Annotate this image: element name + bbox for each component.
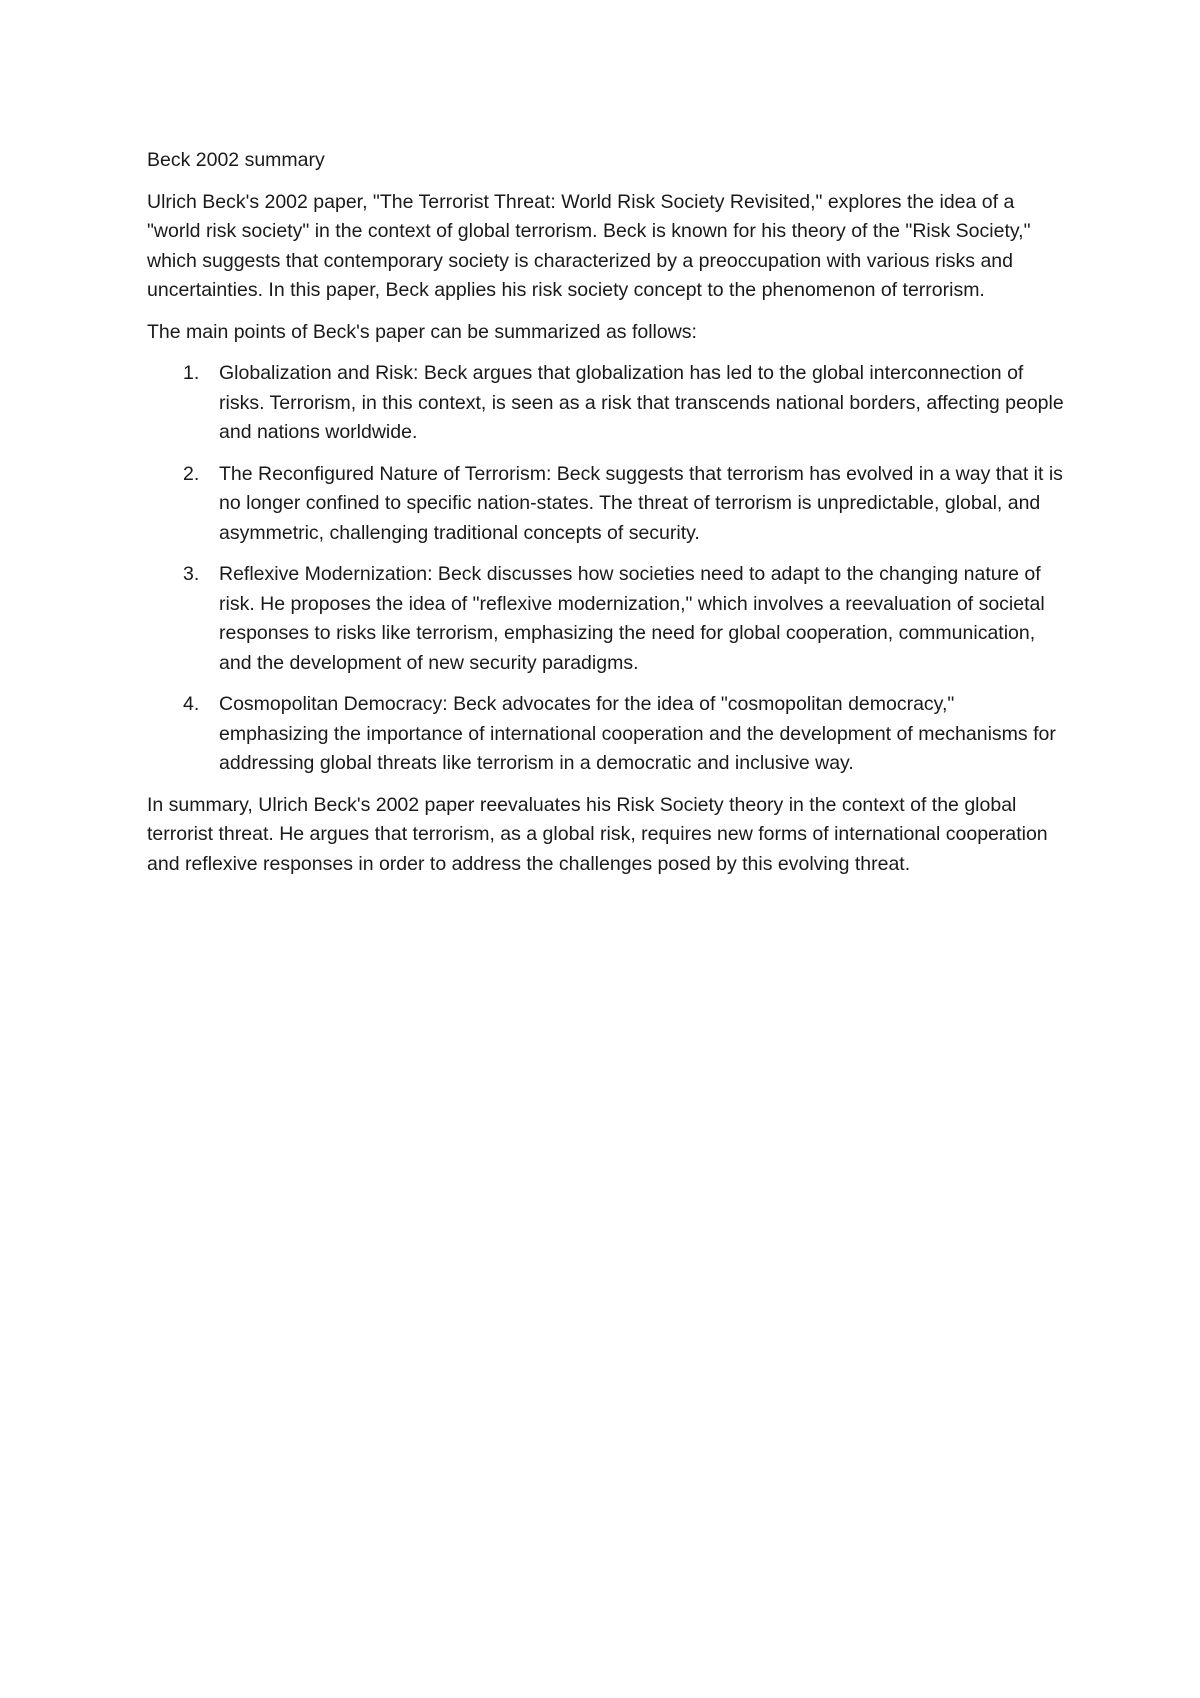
list-item-number: 1. [183, 362, 200, 384]
list-item-text: Globalization and Risk: Beck argues that globalization has led to the global interconnection of risks. Terrorism, in this context, is seen as a risk that transcends national borders, affecting people and nations worldwide. [219, 362, 1064, 443]
list-item-number: 3. [183, 563, 200, 585]
list-item-text: The Reconfigured Nature of Terrorism: Beck suggests that terrorism has evolved in a way that it is no longer confined to specific nation-states. The threat of terrorism is unpredictable, global, and asymmetric, challenging traditional concepts of security. [219, 462, 1063, 544]
list-item-number: 4. [183, 693, 200, 715]
list-item [147, 690, 1067, 779]
conclusion-paragraph: In summary, Ulrich Beck's 2002 paper reevaluates his Risk Society theory in the context of the global terrorist threat. He argues that terrorism, as a global risk, requires new forms of international cooperation and reflexive responses in order to address the challenges posed by this evolving threat. [147, 793, 1048, 875]
main-points-list [147, 359, 1067, 779]
list-item [147, 359, 1067, 448]
list-item-text: Cosmopolitan Democracy: Beck advocates for the idea of "cosmopolitan democracy," emphasizing the importance of international cooperation and the development of mechanisms for addressing global threats like terrorism in a democratic and inclusive way. [219, 693, 1056, 774]
list-item-number: 2. [183, 462, 200, 485]
list-item-text: Reflexive Modernization: Beck discusses how societies need to adapt to the changing nature of risk. He proposes the idea of "reflexive modernization," which involves a reevaluation of societal responses to risks like terrorism, emphasizing the need for global cooperation, communication, and the development of new security paradigms. [219, 563, 1045, 674]
document-title: Beck 2002 summary [147, 149, 325, 171]
lead-in-paragraph: The main points of Beck's paper can be summarized as follows: [147, 320, 697, 343]
list-item [147, 460, 1067, 549]
intro-paragraph: Ulrich Beck's 2002 paper, "The Terrorist Threat: World Risk Society Revisited," explores the idea of a "world risk society" in the context of global terrorism. Beck is known for his theory of the "Risk Society," which suggests that contemporary society is characterized by a preoccupation with various risks and uncertainties. In this paper, Beck applies his risk society concept to the phenomenon of terrorism. [147, 190, 1031, 301]
document-body [147, 146, 1067, 891]
list-item [147, 560, 1067, 678]
